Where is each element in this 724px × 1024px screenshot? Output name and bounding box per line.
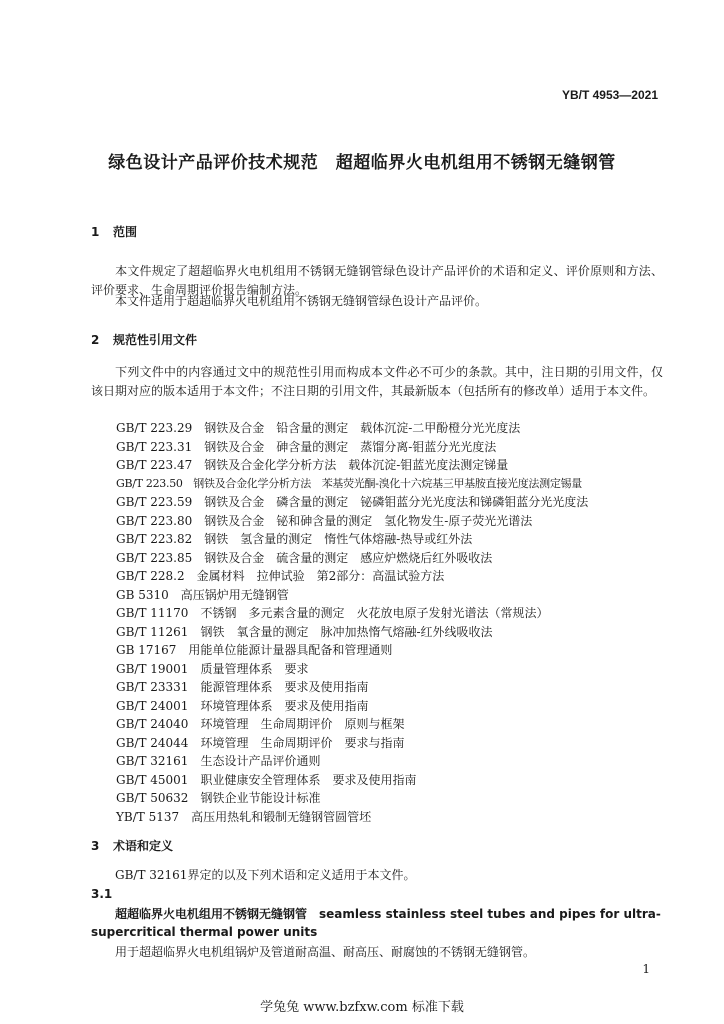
paragraph-text: 本文件适用于超超临界火电机组用不锈钢无缝钢管绿色设计产品评价。 [115,294,488,308]
reference-item: GB 5310 高压锅炉用无缝钢管 [116,587,289,602]
reference-item: GB/T 24040 环境管理 生命周期评价 原则与框架 [116,717,405,731]
section-3-heading [91,837,173,854]
section-number: 1 [91,225,100,239]
reference-item: GB/T 223.50 钢铁及合金化学分析方法 苯基荧光酮-溴化十六烷基三甲基胺直接光度法测定锡量 [116,476,582,490]
reference-item: GB/T 19001 质量管理体系 要求 [116,661,309,676]
reference-item: GB/T 45001 职业健康安全管理体系 要求及使用指南 [116,772,417,787]
reference-item: GB/T 11261 钢铁 氧含量的测定 脉冲加热惰气熔融-红外线吸收法 [116,624,493,639]
reference-item: GB/T 223.47 钢铁及合金化学分析方法 载体沉淀-钼蓝光度法测定锑量 [116,458,509,472]
page-number: 1 [642,962,650,976]
reference-item: GB/T 223.85 钢铁及合金 硫含量的测定 感应炉燃烧后红外吸收法 [116,550,493,565]
footer-watermark: 学兔兔 www.bzfxw.com 标准下载 [260,1000,464,1015]
term-chinese: 超超临界火电机组用不锈钢无缝钢管 [115,907,308,921]
clause-number: 3.1 [91,887,113,901]
reference-item: GB 17167 用能单位能源计量器具配备和管理通则 [116,643,393,657]
section-1-heading [91,223,137,240]
section-number: 2 [91,333,100,347]
section-2-intro [91,363,663,400]
paragraph-text: GB/T 32161界定的以及下列术语和定义适用于本文件。 [115,868,416,882]
reference-item: GB/T 228.2 金属材料 拉伸试验 第2部分：高温试验方法 [116,569,445,583]
section-2-heading [91,331,197,348]
reference-item: GB/T 23331 能源管理体系 要求及使用指南 [116,680,369,694]
section-3-intro [91,866,663,885]
term-english: seamless stainless steel tubes and pipes for ultra-supercritical thermal power units [91,907,661,939]
section-1-paragraph-2 [91,292,663,311]
section-title: 术语和定义 [113,839,174,853]
reference-item: GB/T 11170 不锈钢 多元素含量的测定 火花放电原子发射光谱法（常规法） [116,606,549,620]
term-definition [91,943,663,962]
standard-number: YB/T 4953—2021 [561,88,658,102]
reference-list [116,419,588,826]
reference-item: GB/T 24001 环境管理体系 要求及使用指南 [116,698,369,713]
reference-item: GB/T 223.29 钢铁及合金 铅含量的测定 载体沉淀-二甲酚橙分光光度法 [116,421,521,435]
reference-item: GB/T 223.80 钢铁及合金 铋和砷含量的测定 氢化物发生-原子荧光光谱法 [116,513,533,528]
section-number: 3 [91,839,100,853]
section-title: 范围 [113,225,138,239]
reference-item: GB/T 32161 生态设计产品评价通则 [116,754,321,768]
paragraph-text: 下列文件中的内容通过文中的规范性引用而构成本文件必不可少的条款。其中，注日期的引用文件，仅该日期对应的版本适用于本文件；不注日期的引用文件，其最新版本（包括所有的修改单）适用于本文件。 [91,365,663,398]
reference-item: YB/T 5137 高压用热轧和锻制无缝钢管圆管坯 [116,809,372,824]
term-entry [91,905,663,941]
reference-item: GB/T 50632 钢铁企业节能设计标准 [116,791,321,805]
reference-item: GB/T 223.31 钢铁及合金 砷含量的测定 蒸馏分离-钼蓝分光光度法 [116,439,497,454]
paragraph-text: 用于超超临界火电机组锅炉及管道耐高温、耐高压、耐腐蚀的不锈钢无缝钢管。 [115,945,536,959]
reference-item: GB/T 223.59 钢铁及合金 磷含量的测定 铋磷钼蓝分光光度法和锑磷钼蓝分光光度法 [116,495,589,509]
section-title: 规范性引用文件 [113,333,198,347]
document-title: 绿色设计产品评价技术规范 超超临界火电机组用不锈钢无缝钢管 [108,153,616,173]
reference-item: GB/T 24044 环境管理 生命周期评价 要求与指南 [116,735,405,750]
paragraph-text: 本文件规定了超超临界火电机组用不锈钢无缝钢管绿色设计产品评价的术语和定义、评价原则和方法、评价要求、生命周期评价报告编制方法。 [91,264,663,297]
reference-item: GB/T 223.82 钢铁 氢含量的测定 惰性气体熔融-热导或红外法 [116,532,473,546]
